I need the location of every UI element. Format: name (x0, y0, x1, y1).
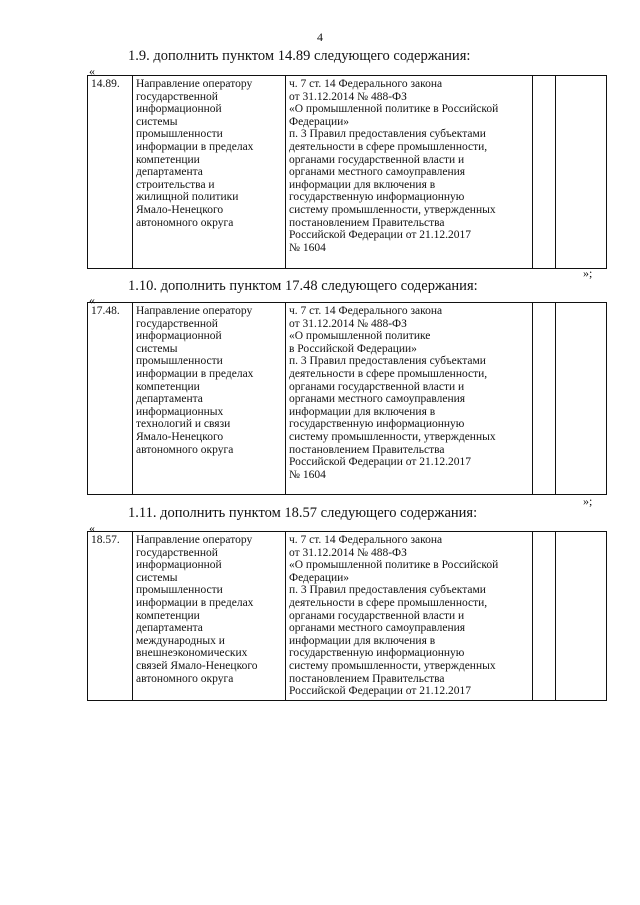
basis-law (289, 534, 529, 584)
item-number: 14.89. (88, 76, 133, 269)
text-line: информационной (136, 103, 222, 116)
legal-basis (286, 303, 533, 495)
text-line: автономного округа (136, 216, 234, 229)
text-line: государственную информационную (289, 418, 465, 431)
basis-law (289, 78, 529, 128)
empty-cell (556, 303, 607, 495)
text-line: от 31.12.2014 № 488-ФЗ (289, 90, 407, 103)
item-name (133, 303, 286, 495)
text-line: международных и (136, 634, 225, 647)
text-line: от 31.12.2014 № 488-ФЗ (289, 546, 407, 559)
entry-table (87, 75, 607, 269)
basis-rules (289, 584, 529, 697)
text-line: систему промышленности, утвержденных (289, 430, 496, 443)
text-line: внешнеэкономических (136, 647, 248, 660)
text-line: ч. 7 ст. 14 Федерального закона (289, 534, 443, 546)
text-line: органами местного самоуправления (289, 393, 466, 406)
text-line: «О промышленной политике в Российской (289, 559, 499, 572)
closing-quote: »; (583, 266, 593, 280)
text-line: Направление оператору (136, 534, 253, 546)
text-line: № 1604 (289, 468, 326, 481)
legal-basis (286, 532, 533, 701)
text-line: органами местного самоуправления (289, 622, 466, 635)
text-line: органами государственной власти и (289, 380, 465, 393)
text-line: систему промышленности, утвержденных (289, 203, 496, 216)
text-line: промышленности (136, 128, 223, 141)
text-line: Российской Федерации от 21.12.2017 (289, 229, 471, 242)
text-line: п. 3 Правил предоставления субъектами (289, 128, 486, 141)
text-line: Российской Федерации от 21.12.2017 (289, 685, 471, 698)
text-line: постановлением Правительства (289, 216, 445, 229)
basis-rules (289, 128, 529, 254)
text-line: информационной (136, 330, 222, 343)
text-line: деятельности в сфере промышленности, (289, 596, 488, 609)
text-line: п. 3 Правил предоставления субъектами (289, 355, 486, 368)
text-line: ч. 7 ст. 14 Федерального закона (289, 305, 443, 317)
text-line: Федерации» (289, 571, 350, 584)
section-heading: 1.10. дополнить пунктом 17.48 следующего содержания: (128, 278, 478, 294)
text-line: информации в пределах (136, 140, 254, 153)
text-line: № 1604 (289, 241, 326, 254)
text-line: компетенции (136, 153, 200, 166)
text-line: органами государственной власти и (289, 153, 465, 166)
text-line: государственной (136, 90, 218, 103)
page-number: 4 (317, 30, 323, 44)
item-name (133, 532, 286, 701)
basis-law (289, 305, 529, 355)
text-line: от 31.12.2014 № 488-ФЗ (289, 317, 407, 330)
text-line: информации для включения в (289, 405, 436, 418)
text-line: в Российской Федерации» (289, 342, 417, 355)
text-line: системы (136, 115, 178, 128)
legal-basis (286, 76, 533, 269)
text-line: автономного округа (136, 443, 234, 456)
text-line: деятельности в сфере промышленности, (289, 367, 488, 380)
text-line: промышленности (136, 584, 223, 597)
text-line: Направление оператору (136, 305, 253, 317)
text-line: информации в пределах (136, 367, 254, 380)
text-line: Ямало-Ненецкого (136, 203, 224, 216)
text-line: технологий и связи (136, 418, 231, 431)
item-number: 17.48. (88, 303, 133, 495)
opening-quote: « (89, 64, 95, 78)
opening-quote: « (89, 521, 95, 535)
text-line: департамента (136, 622, 203, 635)
text-line: компетенции (136, 380, 200, 393)
text-line: систему промышленности, утвержденных (289, 659, 496, 672)
empty-cell (533, 76, 556, 269)
empty-cell (556, 76, 607, 269)
entry-table (87, 302, 607, 495)
closing-quote: »; (583, 494, 593, 508)
text-line: «О промышленной политике (289, 330, 431, 343)
basis-rules (289, 355, 529, 481)
text-line: информации для включения в (289, 634, 436, 647)
text-line: строительства и (136, 178, 215, 191)
opening-quote: « (89, 293, 95, 307)
text-line: департамента (136, 166, 203, 179)
section-heading: 1.9. дополнить пунктом 14.89 следующего содержания: (128, 48, 471, 64)
text-line: государственную информационную (289, 191, 465, 204)
empty-cell (533, 532, 556, 701)
text-line: органами государственной власти и (289, 609, 465, 622)
text-line: информационных (136, 405, 224, 418)
text-line: государственной (136, 546, 218, 559)
text-line: информации для включения в (289, 178, 436, 191)
text-line: системы (136, 571, 178, 584)
text-line: автономного округа (136, 672, 234, 685)
text-line: информации в пределах (136, 596, 254, 609)
text-line: постановлением Правительства (289, 443, 445, 456)
text-line: ч. 7 ст. 14 Федерального закона (289, 78, 443, 90)
text-line: «О промышленной политике в Российской (289, 103, 499, 116)
text-line: Федерации» (289, 115, 350, 128)
text-line: государственной (136, 317, 218, 330)
empty-cell (556, 532, 607, 701)
text-line: п. 3 Правил предоставления субъектами (289, 584, 486, 597)
text-line: жилищной политики (136, 191, 239, 204)
text-line: связей Ямало-Ненецкого (136, 659, 258, 672)
item-name (133, 76, 286, 269)
text-line: промышленности (136, 355, 223, 368)
text-line: Направление оператору (136, 78, 253, 90)
entry-table (87, 531, 607, 701)
text-line: постановлением Правительства (289, 672, 445, 685)
text-line: Ямало-Ненецкого (136, 430, 224, 443)
empty-cell (533, 303, 556, 495)
item-number: 18.57. (88, 532, 133, 701)
section-heading: 1.11. дополнить пунктом 18.57 следующего содержания: (128, 505, 478, 521)
text-line: департамента (136, 393, 203, 406)
text-line: компетенции (136, 609, 200, 622)
text-line: системы (136, 342, 178, 355)
text-line: деятельности в сфере промышленности, (289, 140, 488, 153)
text-line: государственную информационную (289, 647, 465, 660)
text-line: Российской Федерации от 21.12.2017 (289, 456, 471, 469)
text-line: органами местного самоуправления (289, 166, 466, 179)
text-line: информационной (136, 559, 222, 572)
